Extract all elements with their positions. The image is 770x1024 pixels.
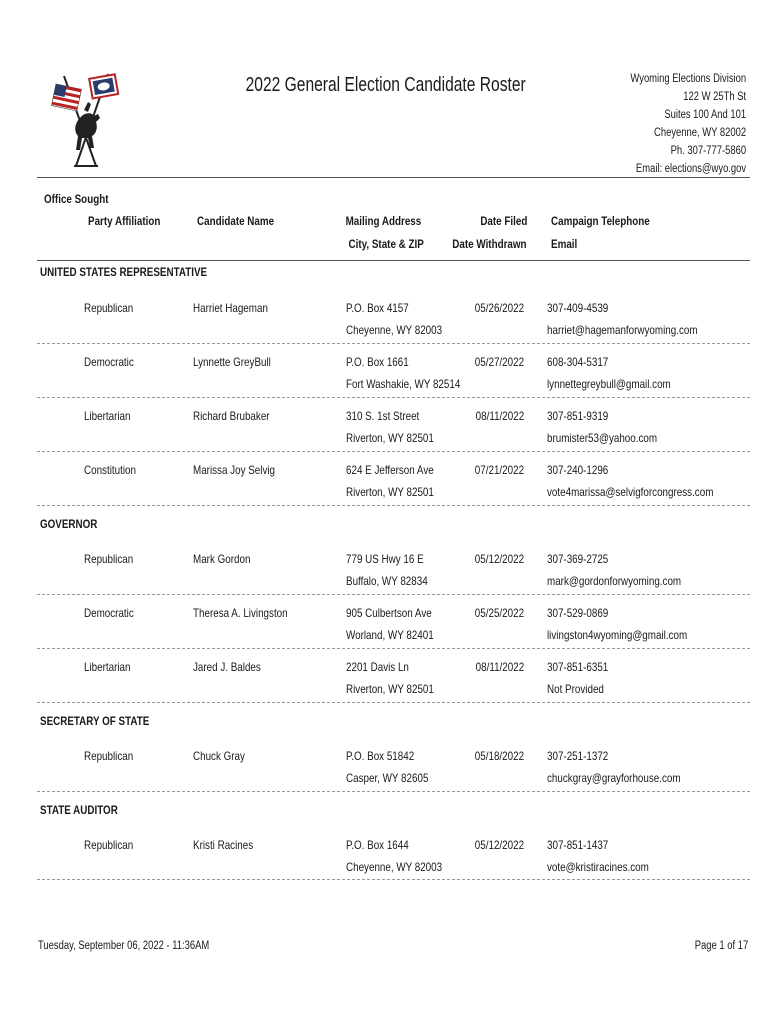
- row-divider: [37, 702, 750, 703]
- candidate-name: Marissa Joy Selvig: [193, 463, 276, 477]
- mailing-address: 905 Culbertson Ave: [346, 606, 432, 620]
- date-filed: 05/27/2022: [474, 355, 524, 369]
- column-header-mailing-address: Mailing Address: [345, 214, 421, 228]
- campaign-email: mark@gordonforwyoming.com: [547, 574, 682, 588]
- candidate-name: Jared J. Baldes: [193, 660, 261, 674]
- party-affiliation: Republican: [84, 749, 134, 763]
- campaign-email: lynnettegreybull@gmail.com: [547, 377, 671, 391]
- row-divider: [37, 343, 750, 344]
- city-state-zip: Riverton, WY 82501: [346, 682, 434, 696]
- row-divider: [37, 397, 750, 398]
- page-number: Page 1 of 17: [694, 940, 748, 952]
- row-divider: [37, 451, 750, 452]
- column-header-divider: [37, 260, 750, 261]
- campaign-telephone: 307-851-9319: [547, 409, 609, 423]
- party-affiliation: Republican: [84, 838, 134, 852]
- city-state-zip: Worland, WY 82401: [346, 628, 434, 642]
- campaign-telephone: 307-851-6351: [547, 660, 609, 674]
- party-affiliation: Libertarian: [84, 409, 131, 423]
- address-line: Suites 100 And 101: [664, 109, 746, 121]
- office-address-block: [630, 70, 746, 178]
- mailing-address: 624 E Jefferson Ave: [346, 463, 434, 477]
- mailing-address: 2201 Davis Ln: [346, 660, 409, 674]
- header-divider: [37, 177, 750, 178]
- date-filed: 08/11/2022: [475, 409, 524, 423]
- city-state-zip: Riverton, WY 82501: [346, 485, 434, 499]
- campaign-email: Not Provided: [547, 682, 604, 696]
- row-divider: [37, 594, 750, 595]
- date-filed: 07/21/2022: [474, 463, 524, 477]
- campaign-telephone: 307-851-1437: [547, 838, 609, 852]
- candidate-name: Lynnette GreyBull: [193, 355, 271, 369]
- date-filed: 05/26/2022: [474, 301, 524, 315]
- column-header-email: Email: [551, 237, 578, 251]
- mailing-address: P.O. Box 51842: [346, 749, 415, 763]
- address-line: Email: elections@wyo.gov: [635, 163, 746, 175]
- city-state-zip: Buffalo, WY 82834: [346, 574, 428, 588]
- campaign-email: brumister53@yahoo.com: [547, 431, 658, 445]
- mailing-address: 310 S. 1st Street: [346, 409, 420, 423]
- footer-timestamp: Tuesday, September 06, 2022 - 11:36AM: [38, 940, 210, 952]
- row-divider: [37, 648, 750, 649]
- party-affiliation: Democratic: [84, 606, 134, 620]
- party-affiliation: Democratic: [84, 355, 134, 369]
- party-affiliation: Republican: [84, 552, 134, 566]
- column-header-party-affiliation: Party Affiliation: [88, 214, 161, 228]
- mailing-address: P.O. Box 1644: [346, 838, 409, 852]
- campaign-telephone: 307-369-2725: [547, 552, 609, 566]
- campaign-telephone: 608-304-5317: [547, 355, 609, 369]
- city-state-zip: Cheyenne, WY 82003: [346, 860, 443, 874]
- candidate-name: Mark Gordon: [193, 552, 251, 566]
- campaign-email: harriet@hagemanforwyoming.com: [547, 323, 698, 337]
- candidate-name: Kristi Racines: [193, 838, 254, 852]
- column-header-city-state-zip: City, State & ZIP: [348, 237, 424, 251]
- address-line: 122 W 25Th St: [683, 91, 746, 103]
- office-heading: UNITED STATES REPRESENTATIVE: [40, 265, 208, 279]
- city-state-zip: Riverton, WY 82501: [346, 431, 434, 445]
- city-state-zip: Casper, WY 82605: [346, 771, 429, 785]
- page-title: 2022 General Election Candidate Roster: [245, 74, 526, 96]
- campaign-email: livingston4wyoming@gmail.com: [547, 628, 688, 642]
- city-state-zip: Fort Washakie, WY 82514: [346, 377, 461, 391]
- column-header-date-withdrawn: Date Withdrawn: [452, 237, 527, 251]
- candidate-name: Harriet Hageman: [193, 301, 268, 315]
- mailing-address: P.O. Box 4157: [346, 301, 409, 315]
- campaign-email: vote4marissa@selvigforcongress.com: [547, 485, 714, 499]
- column-header-date-filed: Date Filed: [479, 214, 527, 228]
- party-affiliation: Republican: [84, 301, 134, 315]
- column-header-candidate-name: Candidate Name: [197, 214, 275, 228]
- date-filed: 05/25/2022: [474, 606, 524, 620]
- campaign-telephone: 307-529-0869: [547, 606, 609, 620]
- office-heading: GOVERNOR: [40, 517, 98, 531]
- office-heading: SECRETARY OF STATE: [40, 714, 150, 728]
- mailing-address: P.O. Box 1661: [346, 355, 409, 369]
- date-filed: 05/12/2022: [474, 838, 524, 852]
- address-line: Wyoming Elections Division: [630, 73, 746, 85]
- party-affiliation: Libertarian: [84, 660, 131, 674]
- date-filed: 05/12/2022: [474, 552, 524, 566]
- office-heading: STATE AUDITOR: [40, 803, 118, 817]
- row-divider: [37, 791, 750, 792]
- mailing-address: 779 US Hwy 16 E: [346, 552, 424, 566]
- address-line: Ph. 307-777-5860: [670, 145, 746, 157]
- candidate-name: Richard Brubaker: [193, 409, 270, 423]
- campaign-telephone: 307-251-1372: [547, 749, 609, 763]
- date-filed: 08/11/2022: [475, 660, 524, 674]
- column-header-office-sought: Office Sought: [44, 192, 109, 206]
- row-divider: [37, 879, 750, 880]
- campaign-telephone: 307-240-1296: [547, 463, 609, 477]
- column-header-campaign-telephone: Campaign Telephone: [551, 214, 650, 228]
- address-line: Cheyenne, WY 82002: [653, 127, 746, 139]
- candidate-name: Theresa A. Livingston: [193, 606, 288, 620]
- city-state-zip: Cheyenne, WY 82003: [346, 323, 443, 337]
- date-filed: 05/18/2022: [474, 749, 524, 763]
- campaign-telephone: 307-409-4539: [547, 301, 609, 315]
- party-affiliation: Constitution: [84, 463, 136, 477]
- candidate-name: Chuck Gray: [193, 749, 245, 763]
- row-divider: [37, 505, 750, 506]
- campaign-email: vote@kristiracines.com: [547, 860, 649, 874]
- campaign-email: chuckgray@grayforhouse.com: [547, 771, 681, 785]
